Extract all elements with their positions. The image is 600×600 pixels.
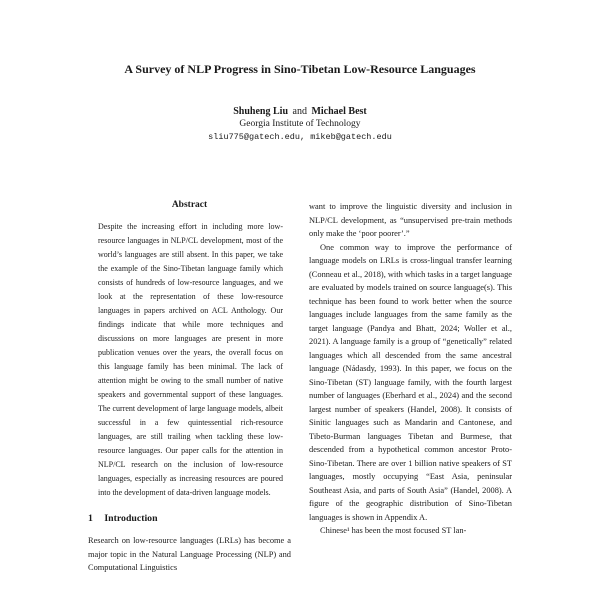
right-paragraph-2: One common way to improve the performance of language models on LRLs is cross-lingual transfer learning (Conneau et al., 2018), with which tasks in a target language are evaluated by models trained on source language(s). This technique has been found to work better when the source languages include languages from the same family as the target language (Pandya and Bhatt, 2024; Woller et al., 2021). A language family is a group of “genetically” related languages which all descended from the same ancestral language (Nádasdy, 1993). In this paper, we focus on the Sino-Tibetan (ST) language family, with the fourth largest number of languages (Eberhard et al., 2024) and the second largest number of speakers (Handel, 2008). It consists of Sinitic languages such as Mandarin and Cantonese, and Tibeto-Burman languages Tibetan and Burmese, that descended from a hypothetical common ancestor Proto-Sino-Tibetan. There are over 1 billion native speakers of ST languages, mostly occupying “East Asia, peninsular Southeast Asia, and parts of South Asia” (Handel, 2008). A figure of the geographic distribution of Sino-Tibetan languages is shown in Appendix A. (309, 242, 512, 522)
author-emails: sliu775@gatech.edu, mikeb@gatech.edu (208, 132, 392, 142)
author-name-2: Michael Best (311, 106, 367, 117)
paper-title: A Survey of NLP Progress in Sino-Tibetan Low-Resource Languages (124, 62, 476, 76)
author-separator: and (292, 106, 307, 117)
section-1-number: 1 (88, 513, 93, 524)
paper-content (88, 0, 512, 575)
two-column-body (88, 200, 512, 575)
right-column (309, 200, 512, 575)
right-paragraph-3: Chinese¹ has been the most focused ST lan- (320, 526, 467, 535)
author-line (88, 105, 512, 118)
author-name-1: Shuheng Liu (233, 106, 289, 117)
section-1-heading (88, 513, 291, 525)
left-column (88, 200, 291, 575)
abstract-heading: Abstract (171, 200, 208, 210)
section-1-title: Introduction (104, 513, 158, 524)
affiliation: Georgia Institute of Technology (239, 119, 361, 129)
abstract-text: Despite the increasing effort in including more low-resource languages in NLP/CL development, most of the world’s languages are still absent. In this paper, we take the example of the Sino-Tibetan language family which consists of hundreds of low-resource languages, and we look at the representation of these low-resource languages in papers archived on ACL Anthology. Our findings indicate that while more techniques and discussions on more languages are present in more publication venues over the years, the overall focus on this language family has been minimal. The lack of attention might be owing to the small number of native speakers and governmental support of these languages. The current development of large language models, albeit successful in a few quintessential rich-resource languages, are still trailing when tackling these low-resource languages. Our paper calls for the attention in NLP/CL research on the inclusion of low-resource languages, especially as increasing resources are poured into the development of data-driven language models. (98, 222, 283, 497)
right-paragraph-1: want to improve the linguistic diversity and inclusion in NLP/CL development, as “unsupervised pre-train methods only make the ‘poor poorer’.” (309, 202, 512, 238)
intro-paragraph: Research on low-resource languages (LRLs) has become a major topic in the Natural Language Processing (NLP) and Computational Linguistics (88, 536, 291, 572)
